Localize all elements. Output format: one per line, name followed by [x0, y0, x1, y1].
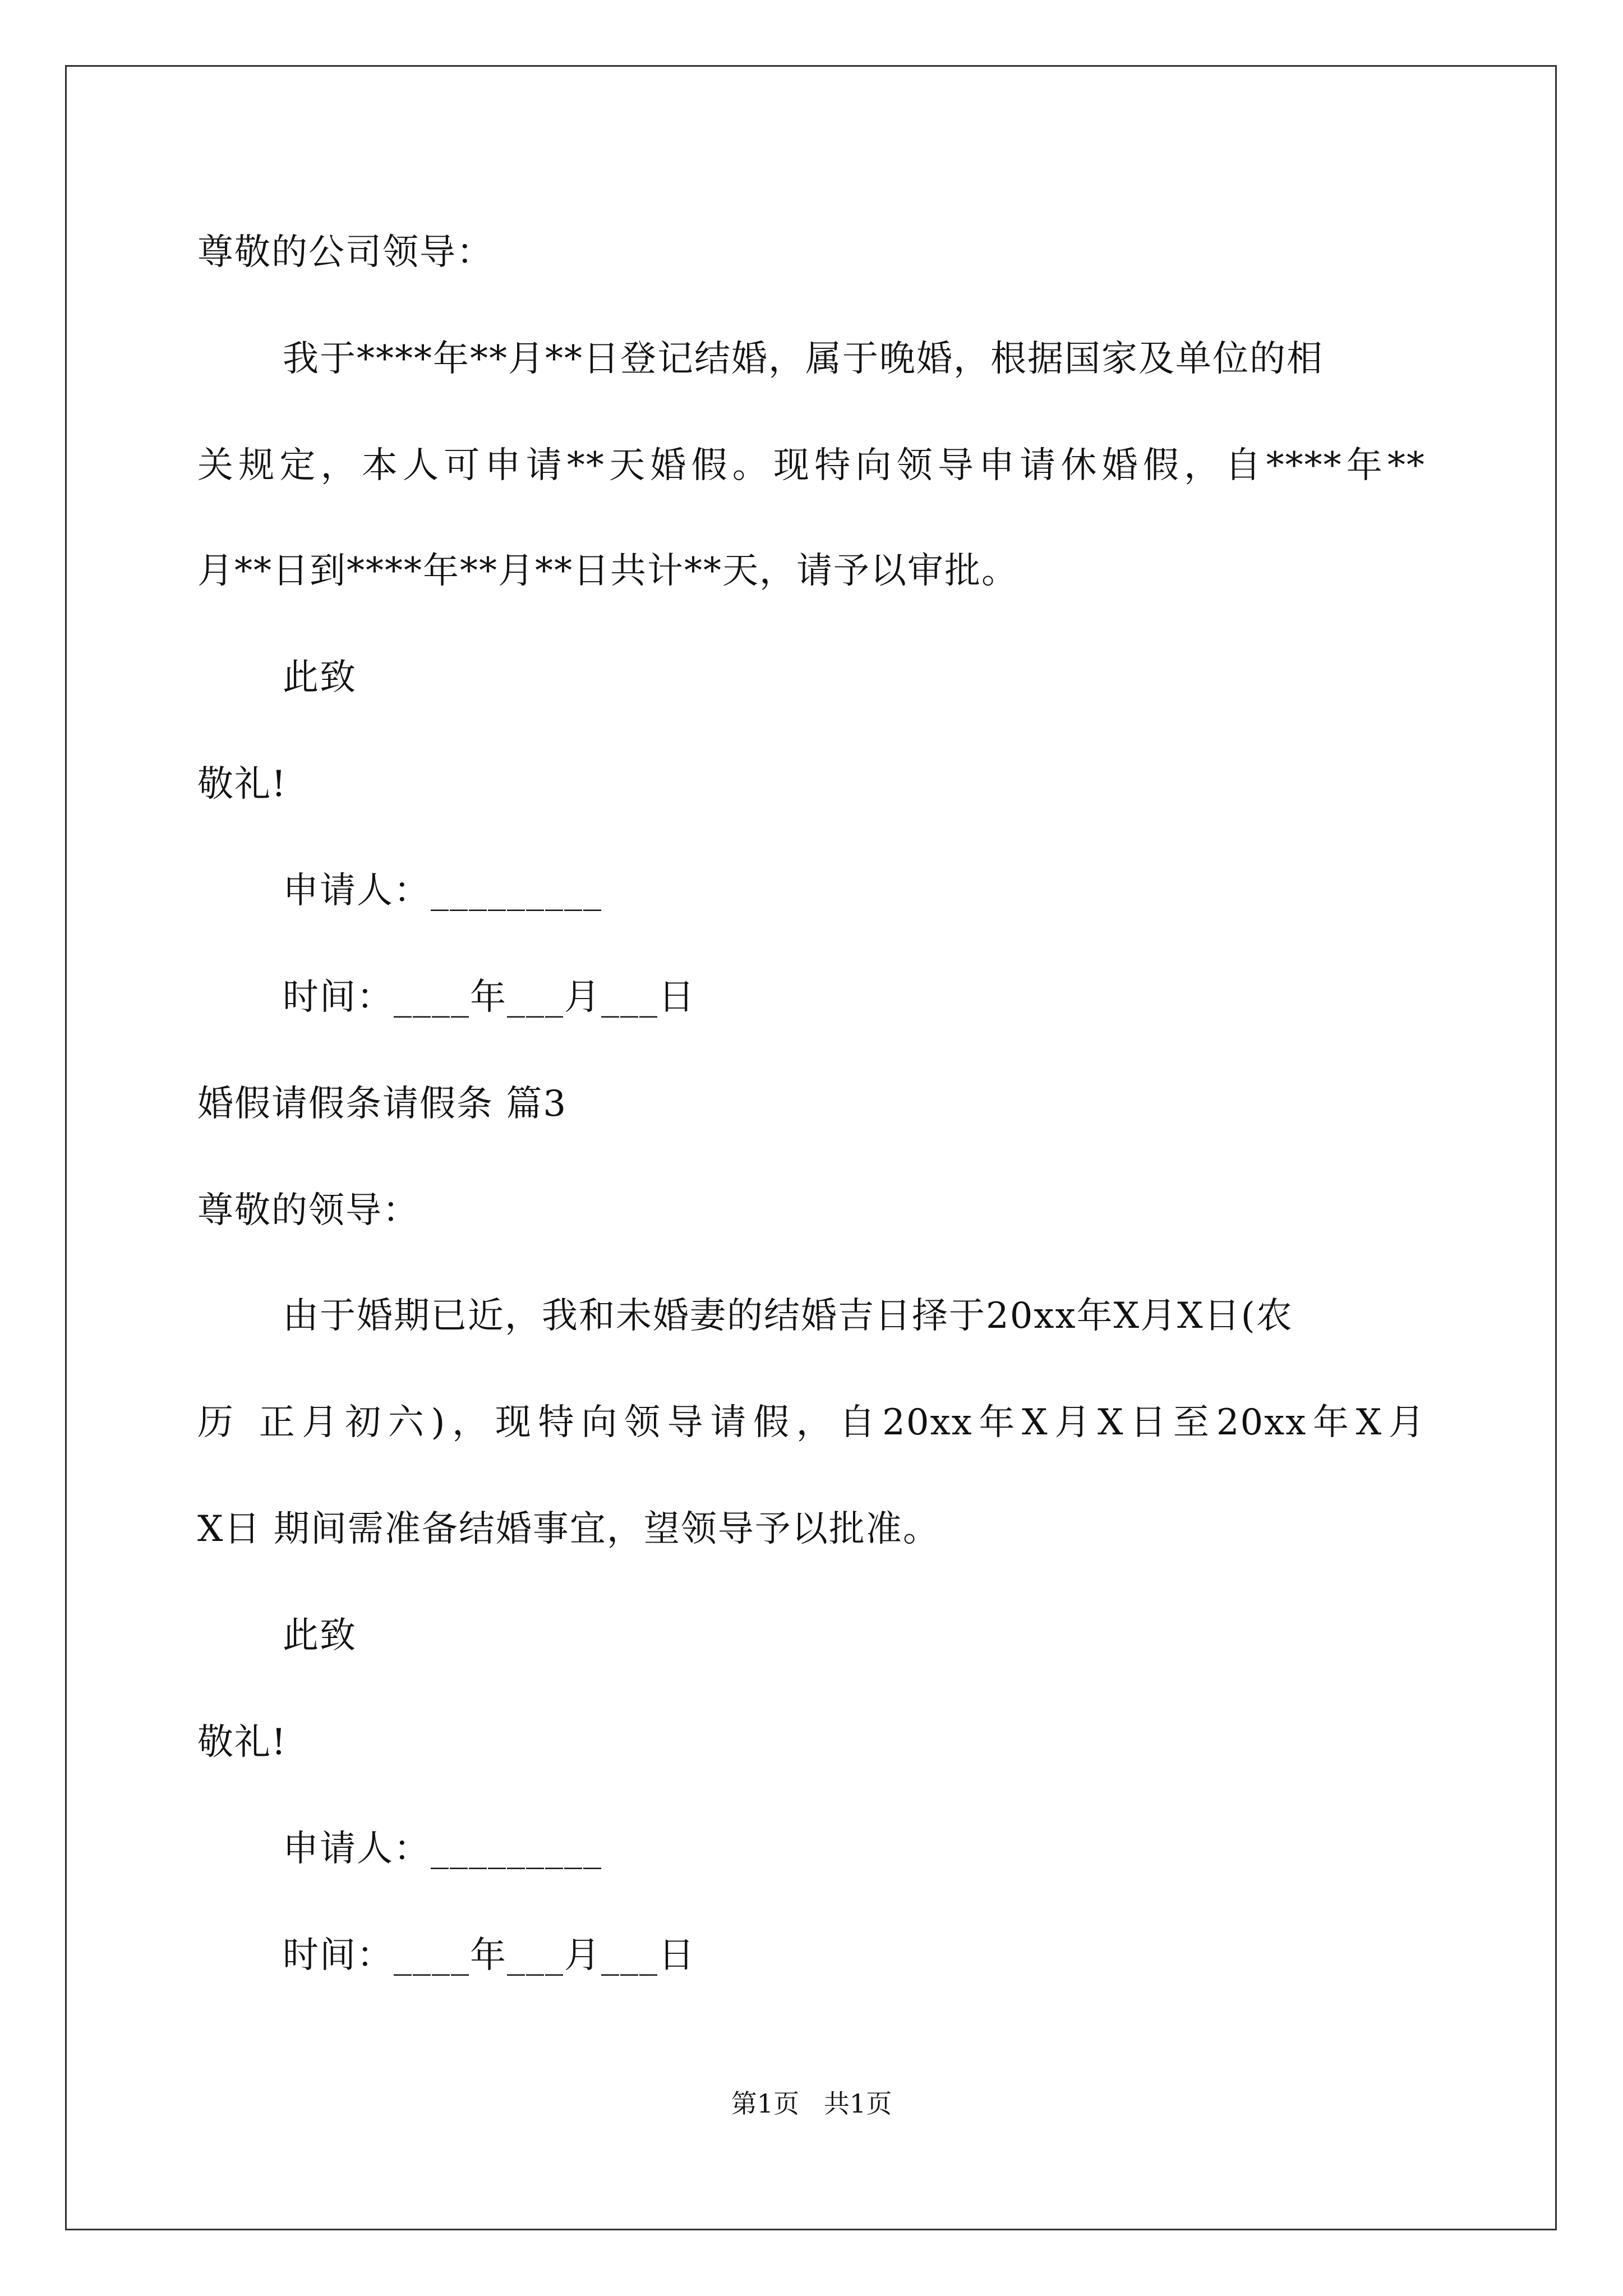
letter2-salutation: 尊敬的领导：: [197, 1190, 419, 1231]
letter1-body-line1: 我于****年**月**日登记结婚，属于晚婚，根据国家及单位的相: [283, 338, 1324, 380]
letter1-applicant-line: 申请人：_________: [283, 870, 602, 912]
letter2-applicant-line: 申请人：_________: [283, 1828, 602, 1870]
page-footer: 第1页 共1页: [731, 2088, 892, 2119]
letter2-closing-1: 此致: [283, 1615, 357, 1657]
letter2-body-line1: 由于婚期已近，我和未婚妻的结婚吉日择于20xx年X月X日(农: [283, 1295, 1293, 1337]
letter1-closing-2: 敬礼!: [197, 763, 287, 805]
letter2-body-line2: 历 正月初六)，现特向领导请假，自20xx年X月X日至20xx年X月: [197, 1402, 1426, 1443]
letter1-date-line: 时间：____年___月___日: [283, 977, 695, 1018]
letter1-body-line2: 关规定，本人可申请**天婚假。现特向领导申请休婚假，自****年**: [197, 445, 1426, 486]
letter1-closing-1: 此致: [283, 657, 357, 698]
letter1-body-line3: 月**日到****年**月**日共计**天，请予以审批。: [197, 550, 1018, 592]
letter2-closing-2: 敬礼!: [197, 1722, 287, 1763]
page-border: [65, 65, 1557, 2230]
letter2-body-line3: X日 期间需准备结婚事宜，望领导予以批准。: [197, 1508, 940, 1550]
letter2-date-line: 时间：____年___月___日: [283, 1935, 695, 1976]
letter1-salutation: 尊敬的公司领导：: [197, 232, 494, 273]
section-heading: 婚假请假条请假条 篇3: [197, 1083, 568, 1125]
